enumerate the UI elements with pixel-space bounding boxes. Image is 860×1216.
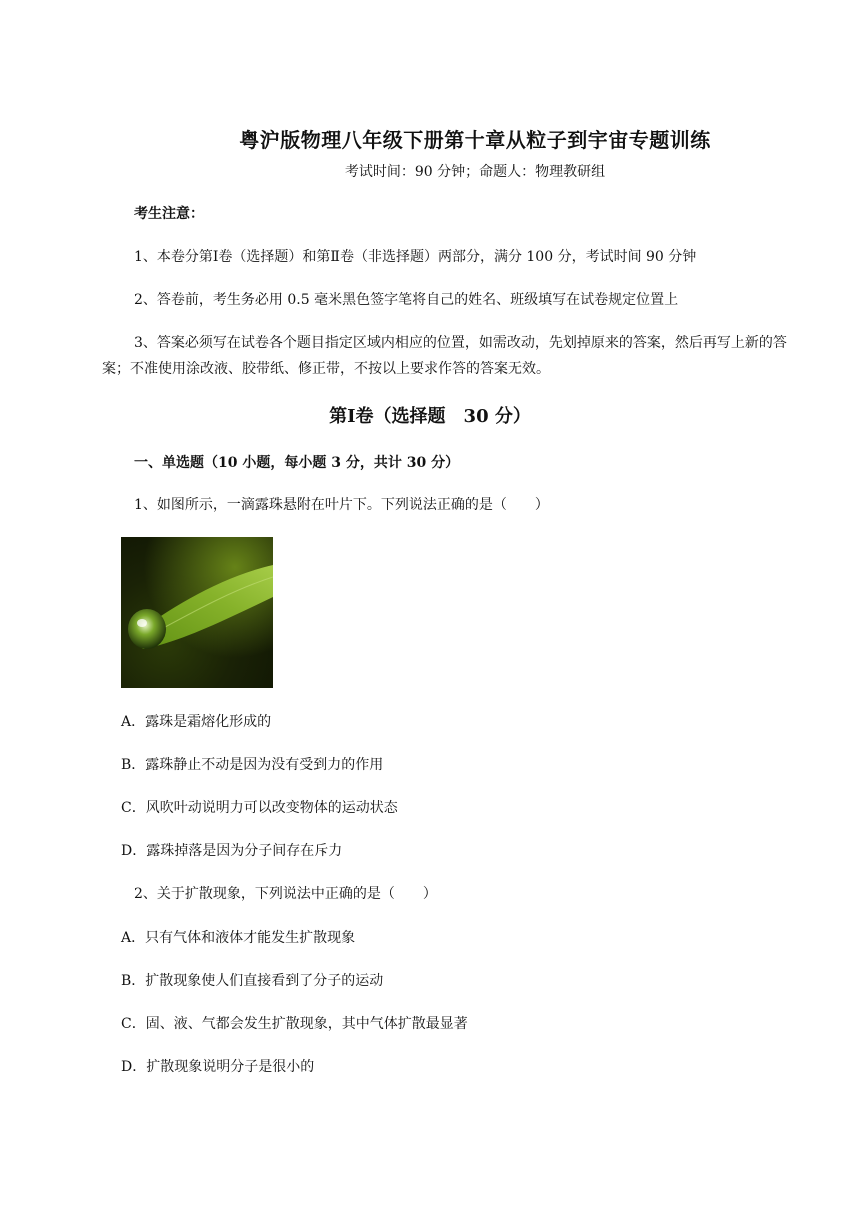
question-2-option-a: A．只有气体和液体才能发生扩散现象 [121, 930, 356, 946]
notice-item-2: 2、答卷前，考生务必用 0.5 毫米黑色签字笔将自己的姓名、班级填写在试卷规定位置上 [134, 292, 679, 308]
part-heading: 一、单选题（10 小题，每小题 3 分，共计 30 分） [134, 455, 460, 471]
notice-heading: 考生注意： [134, 206, 204, 222]
notice-item-1: 1、本卷分第Ⅰ卷（选择题）和第Ⅱ卷（非选择题）两部分，满分 100 分，考试时间 90 分钟 [134, 249, 697, 265]
question-1-stem: 1、如图所示，一滴露珠悬附在叶片下。下列说法正确的是（ ） [134, 497, 549, 513]
page-title: 粤沪版物理八年级下册第十章从粒子到宇宙专题训练 [239, 128, 711, 152]
dewdrop-leaf-image [121, 537, 273, 688]
exam-info: 考试时间：90 分钟；命题人：物理教研组 [344, 164, 606, 180]
question-2-option-d: D．扩散现象说明分子是很小的 [121, 1059, 315, 1075]
section-title: 第Ⅰ卷（选择题 30 分） [329, 406, 531, 427]
dewdrop-leaf-illustration [121, 537, 273, 688]
notice-item-3: 3、答案必须写在试卷各个题目指定区域内相应的位置，如需改动，先划掉原来的答案，然后再写上新的答案；不准使用涂改液、胶带纸、修正带，不按以上要求作答的答案无效。 [102, 335, 787, 377]
question-1-option-a: A．露珠是霜熔化形成的 [121, 714, 272, 730]
question-1-option-d: D．露珠掉落是因为分子间存在斥力 [121, 843, 343, 859]
question-2-option-b: B．扩散现象使人们直接看到了分子的运动 [121, 973, 384, 989]
question-1-option-b: B．露珠静止不动是因为没有受到力的作用 [121, 757, 384, 773]
question-2-stem: 2、关于扩散现象，下列说法中正确的是（ ） [134, 886, 437, 902]
question-2-option-c: C．固、液、气都会发生扩散现象，其中气体扩散最显著 [121, 1016, 468, 1032]
question-1-option-c: C．风吹叶动说明力可以改变物体的运动状态 [121, 800, 398, 816]
